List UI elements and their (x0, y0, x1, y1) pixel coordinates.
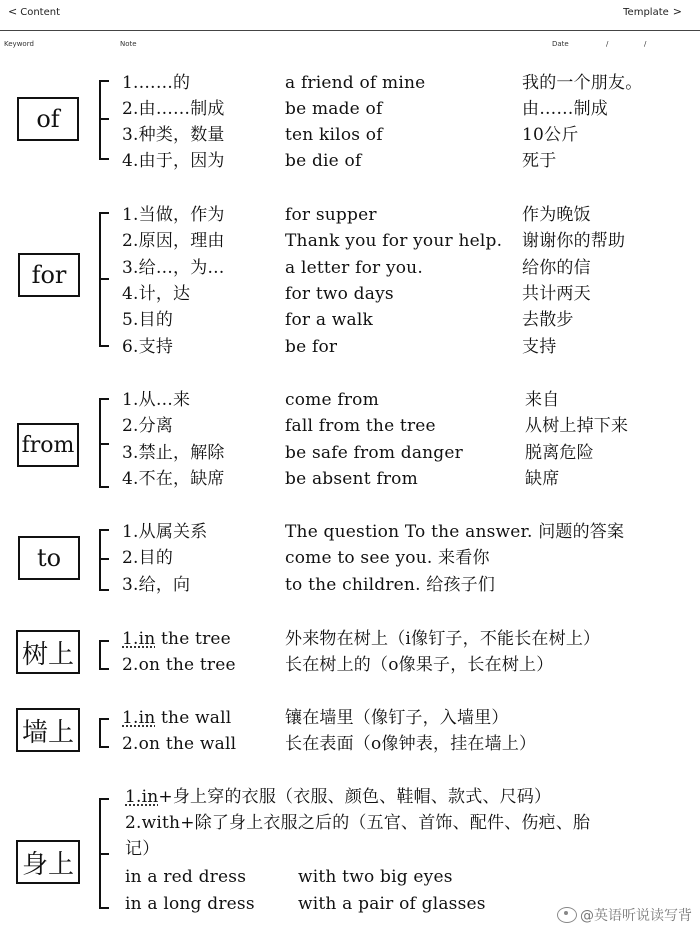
back-button[interactable] (8, 5, 60, 18)
keyword-text: from (21, 432, 75, 458)
keyword-box-of (17, 97, 79, 141)
preposition: 1.in (122, 708, 156, 728)
example-text: for a walk (285, 310, 374, 330)
watermark (557, 905, 692, 925)
preposition: 2.on (122, 655, 161, 675)
translation-text: 谢谢你的帮助 (522, 231, 626, 251)
preposition: 1.in (125, 787, 159, 807)
example-text: be safe from danger (285, 443, 463, 463)
meaning-text: 2.目的 (122, 548, 174, 568)
example-text: be die of (285, 151, 362, 171)
keyword-text: 身上 (21, 849, 74, 880)
bracket-tick (99, 443, 109, 445)
meaning-text: 3.禁止，解除 (122, 443, 225, 463)
usage-phrase (122, 657, 236, 674)
bracket-tick (99, 278, 109, 280)
translation-text: 我的一个朋友。 (522, 73, 643, 93)
example-text: be for (285, 337, 338, 357)
keyword-box-wall (16, 708, 80, 752)
meaning-text: 4.不在，缺席 (122, 469, 225, 489)
date-label: Date (552, 40, 569, 48)
usage-note: 镶在墙里（像钉子，入墙里） (285, 708, 509, 728)
usage-note: 长在表面（o像钟表，挂在墙上） (285, 734, 537, 754)
bracket (99, 718, 109, 748)
example-text: be made of (285, 99, 383, 119)
back-label: Content (20, 7, 60, 18)
example-text: ten kilos of (285, 125, 383, 145)
meaning-text: 1.当做，作为 (122, 205, 225, 225)
keyword-box-to (18, 536, 80, 580)
note-column-label: Note (120, 40, 137, 48)
translation-text: 10公斤 (522, 125, 579, 145)
meaning-text: 6.支持 (122, 337, 174, 357)
chevron-left-icon: < (8, 5, 18, 18)
translation-text: 死于 (522, 151, 557, 171)
meaning-text: 5.目的 (122, 310, 174, 330)
translation-text: 支持 (522, 337, 557, 357)
example-text: with two big eyes (298, 867, 453, 887)
bracket (99, 80, 109, 160)
watermark-text: @英语听说读写背 (580, 908, 692, 924)
date-separator: / (606, 40, 609, 48)
usage-line-continued: 记） (125, 839, 160, 859)
example-text: Thank you for your help. (285, 231, 503, 251)
template-label: Template (623, 7, 669, 18)
example-text: come from (285, 390, 379, 410)
keyword-box-from (17, 423, 79, 467)
date-separator: / (644, 40, 647, 48)
bracket-tick (99, 118, 109, 120)
bracket-tick (99, 558, 109, 560)
template-button[interactable] (623, 5, 682, 18)
meaning-text: 3.给，向 (122, 575, 191, 595)
translation-text: 由……制成 (522, 99, 608, 119)
translation-text: 作为晚饭 (522, 205, 591, 225)
meaning-text: 3.给…，为… (122, 258, 225, 278)
example-text: a friend of mine (285, 73, 426, 93)
preposition: 2.on (122, 734, 161, 754)
example-text: in a red dress (125, 867, 247, 887)
keyword-text: 树上 (21, 639, 74, 670)
meaning-text: 2.原因，理由 (122, 231, 225, 251)
meaning-text: 4.由于，因为 (122, 151, 225, 171)
example-text: The question To the answer. 问题的答案 (285, 522, 625, 542)
meaning-text: 1.从…来 (122, 390, 191, 410)
meaning-text: 2.由……制成 (122, 99, 225, 119)
usage-line: 2.with+除了身上衣服之后的（五官、首饰、配件、伤疤、胎 (125, 813, 591, 833)
example-text: for two days (285, 284, 394, 304)
translation-text: 脱离危险 (525, 443, 594, 463)
keyword-text: of (36, 105, 60, 133)
usage-line (125, 789, 551, 806)
keyword-text: to (36, 544, 62, 572)
example-text: fall from the tree (285, 416, 436, 436)
example-text: for supper (285, 205, 377, 225)
chevron-right-icon: > (672, 5, 682, 18)
meaning-text: 2.分离 (122, 416, 174, 436)
translation-text: 共计两天 (522, 284, 591, 304)
example-text: with a pair of glasses (298, 894, 486, 914)
example-text: to the children. 给孩子们 (285, 575, 496, 595)
top-bar (0, 0, 700, 31)
usage-rule: +身上穿的衣服（衣服、颜色、鞋帽、款式、尺码） (158, 787, 552, 807)
example-text: in a long dress (125, 894, 255, 914)
weibo-logo-icon (557, 907, 577, 923)
translation-text: 给你的信 (522, 258, 591, 278)
example-text: be absent from (285, 469, 418, 489)
phrase-object: the tree (160, 655, 236, 675)
keyword-text: 墙上 (21, 717, 74, 748)
bracket (99, 529, 109, 591)
usage-phrase (122, 710, 231, 727)
keyword-column-label: Keyword (4, 40, 34, 48)
usage-note: 长在树上的（o像果子，长在树上） (285, 655, 554, 675)
example-text: come to see you. 来看你 (285, 548, 490, 568)
usage-note: 外来物在树上（i像钉子，不能长在树上） (285, 629, 601, 649)
bracket-tick (99, 853, 109, 855)
meaning-text: 1.从属关系 (122, 522, 208, 542)
usage-phrase (122, 736, 236, 753)
usage-phrase (122, 631, 231, 648)
keyword-box-body (16, 840, 80, 884)
phrase-object: the tree (155, 629, 231, 649)
translation-text: 来自 (525, 390, 560, 410)
meaning-text: 4.计，达 (122, 284, 191, 304)
meaning-text: 1.……的 (122, 73, 191, 93)
example-text: a letter for you. (285, 258, 423, 278)
bracket (99, 640, 109, 670)
meaning-text: 3.种类，数量 (122, 125, 225, 145)
translation-text: 从树上掉下来 (525, 416, 629, 436)
keyword-box-tree (16, 630, 80, 674)
translation-text: 去散步 (522, 310, 574, 330)
keyword-text: for (31, 261, 67, 289)
phrase-object: the wall (160, 734, 237, 754)
translation-text: 缺席 (525, 469, 560, 489)
preposition: 1.in (122, 629, 156, 649)
keyword-box-for (18, 253, 80, 297)
phrase-object: the wall (155, 708, 232, 728)
